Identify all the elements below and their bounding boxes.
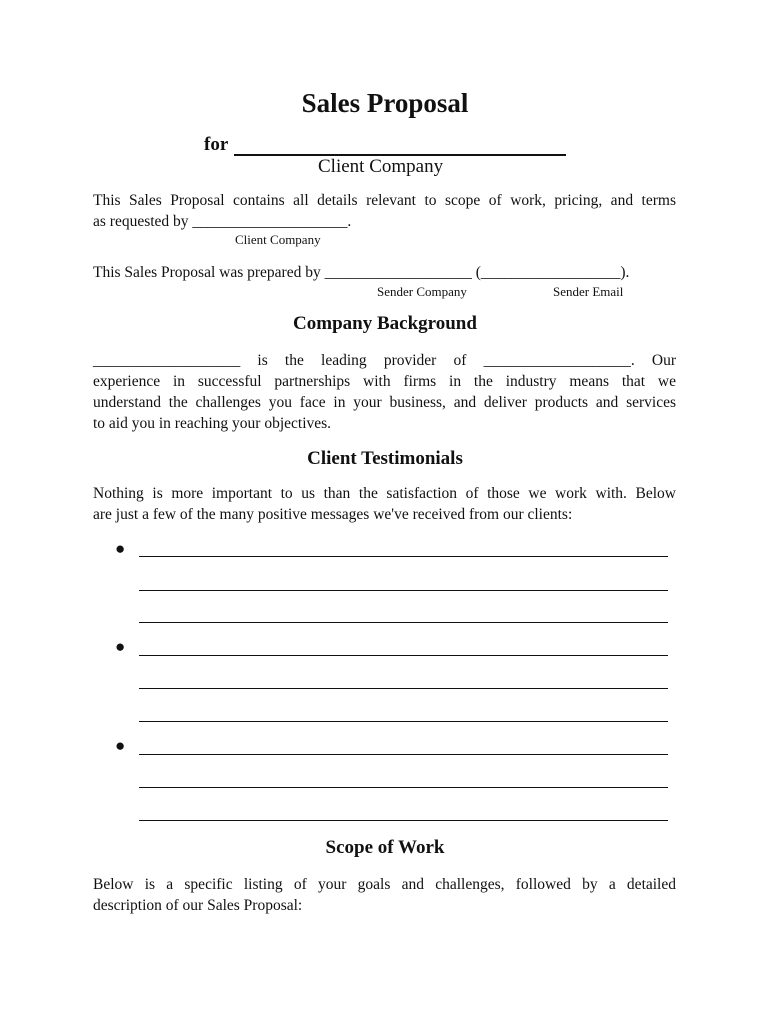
document-title: Sales Proposal xyxy=(301,88,469,118)
testimonial-blank-line[interactable] xyxy=(139,655,668,656)
client-testimonials-line-2: are just a few of the many positive messages we've received from our clients: xyxy=(93,506,573,523)
testimonial-blank-line[interactable] xyxy=(139,688,668,689)
client-testimonials-heading: Client Testimonials xyxy=(307,448,463,469)
testimonial-blank-line[interactable] xyxy=(139,820,668,821)
client-testimonials-line-1: Nothing is more important to us than the satisfaction of those we work with. Below xyxy=(93,485,676,502)
company-background-line-1: ___________________ is the leading provider of ___________________. Our xyxy=(93,352,676,369)
scope-of-work-line-1: Below is a specific listing of your goals and challenges, followed by a detailed xyxy=(93,876,676,893)
company-background-line-2: experience in successful partnerships with firms in the industry means that we xyxy=(93,373,676,390)
prepared-by-line: This Sales Proposal was prepared by ___________________ (__________________). xyxy=(93,264,630,281)
company-background-line-3: understand the challenges you face in your business, and deliver products and services xyxy=(93,394,676,411)
bullet-icon: ● xyxy=(115,637,126,656)
testimonial-blank-line[interactable] xyxy=(139,556,668,557)
sender-email-caption: Sender Email xyxy=(553,284,624,299)
bullet-icon: ● xyxy=(115,539,126,558)
client-company-caption: Client Company xyxy=(318,156,444,177)
sender-company-caption: Sender Company xyxy=(377,284,467,299)
testimonial-blank-line[interactable] xyxy=(139,754,668,755)
intro-line-1: This Sales Proposal contains all details relevant to scope of work, pricing, and terms xyxy=(93,192,676,209)
scope-of-work-heading: Scope of Work xyxy=(325,837,445,858)
intro-client-company-caption: Client Company xyxy=(235,232,321,247)
testimonial-blank-line[interactable] xyxy=(139,787,668,788)
testimonial-blank-line[interactable] xyxy=(139,622,668,623)
scope-of-work-line-2: description of our Sales Proposal: xyxy=(93,897,303,914)
company-background-line-4: to aid you in reaching your objectives. xyxy=(93,415,332,432)
company-background-heading: Company Background xyxy=(293,313,477,334)
intro-line-2: as requested by ____________________. xyxy=(93,213,352,230)
bullet-icon: ● xyxy=(115,736,126,755)
testimonial-blank-line[interactable] xyxy=(139,590,668,591)
testimonial-blank-line[interactable] xyxy=(139,721,668,722)
for-label: for xyxy=(204,134,229,155)
